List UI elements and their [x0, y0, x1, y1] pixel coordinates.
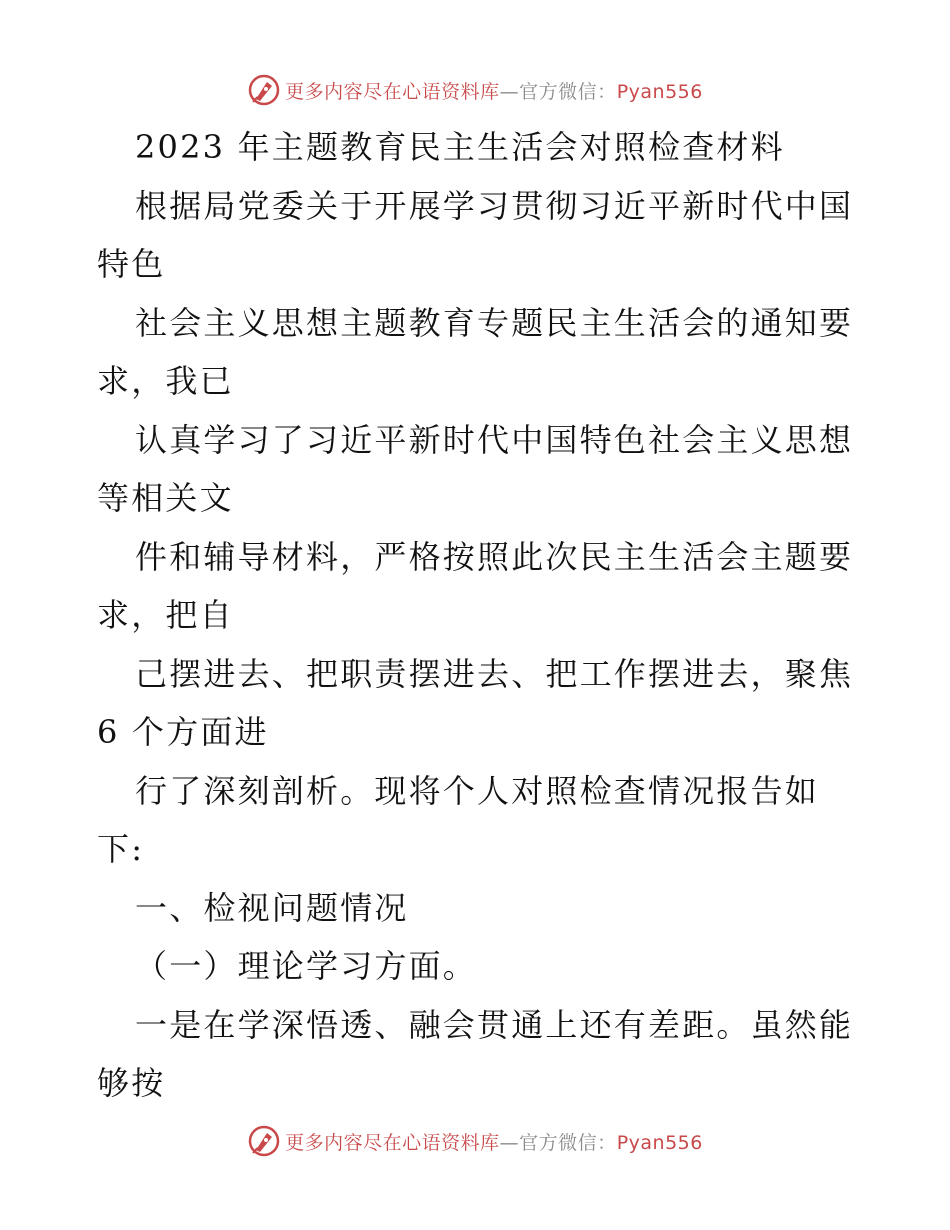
paragraph-line: 求，把自	[97, 596, 234, 634]
pen-nib-logo-icon	[247, 73, 281, 107]
watermark-brand: 更多内容尽在心语资料库	[285, 80, 500, 103]
paragraph-line: 够按	[97, 1064, 166, 1102]
paragraph-line: 6 个方面进	[97, 713, 269, 751]
watermark-wechat-id: Pyan556	[616, 80, 703, 103]
watermark-separator: —	[499, 80, 520, 103]
watermark-brand: 更多内容尽在心语资料库	[285, 1131, 500, 1154]
paragraph-line: 认真学习了习近平新时代中国特色社会主义思想	[135, 420, 854, 459]
paragraph-line: 件和辅导材料，严格按照此次民主生活会主题要	[135, 537, 854, 576]
watermark-header	[0, 70, 950, 110]
watermark-text	[285, 1128, 703, 1155]
paragraph-line: 根据局党委关于开展学习贯彻习近平新时代中国	[135, 186, 854, 225]
paragraph-line: 求，我已	[97, 362, 234, 400]
document-title: 2023 年主题教育民主生活会对照检查材料	[135, 128, 785, 166]
paragraph-line: 社会主义思想主题教育专题民主生活会的通知要	[135, 303, 854, 342]
paragraph-line: 等相关文	[97, 479, 234, 517]
paragraph-line: 己摆进去、把职责摆进去、把工作摆进去，聚焦	[135, 654, 854, 693]
watermark-wechat-id: Pyan556	[616, 1131, 703, 1154]
paragraph-line: 一是在学深悟透、融会贯通上还有差距。虽然能	[135, 1005, 854, 1044]
subsection-heading: （一）理论学习方面。	[135, 947, 478, 985]
watermark-text	[285, 77, 703, 104]
paragraph-line: 特色	[97, 245, 166, 283]
paragraph-line: 下:	[97, 830, 145, 868]
document-body	[97, 118, 857, 1113]
paragraph-line: 行了深刻剖析。现将个人对照检查情况报告如	[135, 771, 820, 810]
section-heading: 一、检视问题情况	[135, 888, 409, 927]
watermark-separator: —	[499, 1131, 520, 1154]
watermark-wechat-label: 官方微信：	[519, 1131, 617, 1154]
pen-nib-logo-icon	[247, 1124, 281, 1158]
watermark-wechat-label: 官方微信：	[519, 80, 617, 103]
watermark-footer	[0, 1121, 950, 1161]
